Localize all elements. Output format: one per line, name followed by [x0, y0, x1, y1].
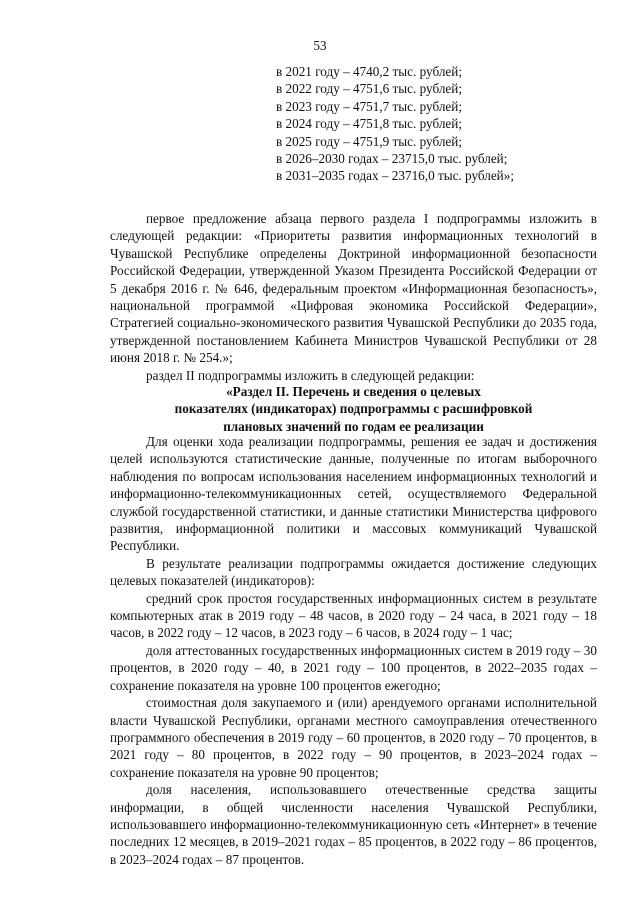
section-body	[110, 433, 597, 868]
budget-line: в 2023 году – 4751,7 тыс. рублей;	[276, 98, 462, 114]
indicator-paragraph: средний срок простоя государственных информационных систем в результате компьютерных атак в 2019 году – 48 часов, в 2020 году – 24 часа, в 2021 году – 18 часов, в 2022 году – 12 часов, в 2023 году – 6 часов, в 2024 году – 1 час;	[110, 590, 597, 641]
section-heading	[110, 383, 597, 435]
page-number: 53	[313, 38, 327, 53]
amendment-paragraph: первое предложение абзаца первого раздела I подпрограммы изложить в следующей редакции: «Приоритеты развития информационных технологий в Чувашской Республике определены Доктриной информационной безопасности Российской Федерации, утвержденной Указом Президента Российской Федерации от 5 декабря 2016 г. № 646, федеральным проектом «Информационная безопасность», национальной программой «Цифровая экономика Российской Федерации», Стратегией социально-экономического развития Чувашской Республики до 2035 года, утвержденной постановлением Кабинета Министров Чувашской Республики от 28 июня 2018 г. № 254.»;	[110, 211, 597, 366]
indicator-paragraph: стоимостная доля закупаемого и (или) арендуемого органами исполнительной власти Чувашской Республики, органами местного самоуправления отечественного программного обеспечения в 2019 году – 60 процентов, в 2020 году – 70 процентов, в 2021 году – 80 процентов, в 2022 году – 90 процентов, в 2023–2024 годах – сохранение показателя на уровне 90 процентов;	[110, 695, 597, 780]
section-heading-line: «Раздел II. Перечень и сведения о целевых	[226, 384, 481, 399]
budget-line: в 2022 году – 4751,6 тыс. рублей;	[276, 81, 462, 97]
section-heading-line: плановых значений по годам ее реализации	[223, 418, 484, 434]
amendment-paragraph: раздел II подпрограммы изложить в следующей редакции:	[146, 367, 475, 383]
budget-line: в 2031–2035 годах – 23716,0 тыс. рублей»;	[276, 168, 514, 184]
budget-line: в 2021 году – 4740,2 тыс. рублей;	[276, 64, 462, 79]
budget-line: в 2024 году – 4751,8 тыс. рублей;	[276, 116, 462, 132]
body-paragraph: Для оценки хода реализации подпрограммы, решения ее задач и достижения целей используются статистические данные, полученные по итогам выборочного наблюдения по вопросам использования населением информационных технологий и информационно-телекоммуникационных сетей, осуществляемого Федеральной службой государственной статистики, и данные статистики Министерства цифрового развития, информационной политики и массовых коммуникаций Чувашской Республики.	[110, 434, 597, 554]
section-heading-line: показателях (индикаторах) подпрограммы с расшифровкой	[174, 401, 533, 417]
indicator-paragraph: доля населения, использовавшего отечественные средства защиты информации, в общей численности населения Чувашской Республики, использовавшего информационно-телекоммуникационную сеть «Интернет» в течение последних 12 месяцев, в 2019–2021 годах – 85 процентов, в 2022 году – 86 процентов, в 2023–2024 годах – 87 процентов.	[110, 782, 597, 867]
body-paragraph: В результате реализации подпрограммы ожидается достижение следующих целевых показателей (индикаторов):	[110, 555, 597, 589]
budget-list	[276, 63, 606, 185]
indicator-paragraph: доля аттестованных государственных информационных систем в 2019 году – 30 процентов, в 2020 году – 40, в 2021 году – 100 процентов, в 2022–2035 годах – сохранение показателя на уровне 100 процентов ежегодно;	[110, 642, 597, 693]
amendment-block	[110, 210, 597, 384]
budget-line: в 2026–2030 годах – 23715,0 тыс. рублей;	[276, 151, 508, 167]
budget-line: в 2025 году – 4751,9 тыс. рублей;	[276, 133, 462, 149]
